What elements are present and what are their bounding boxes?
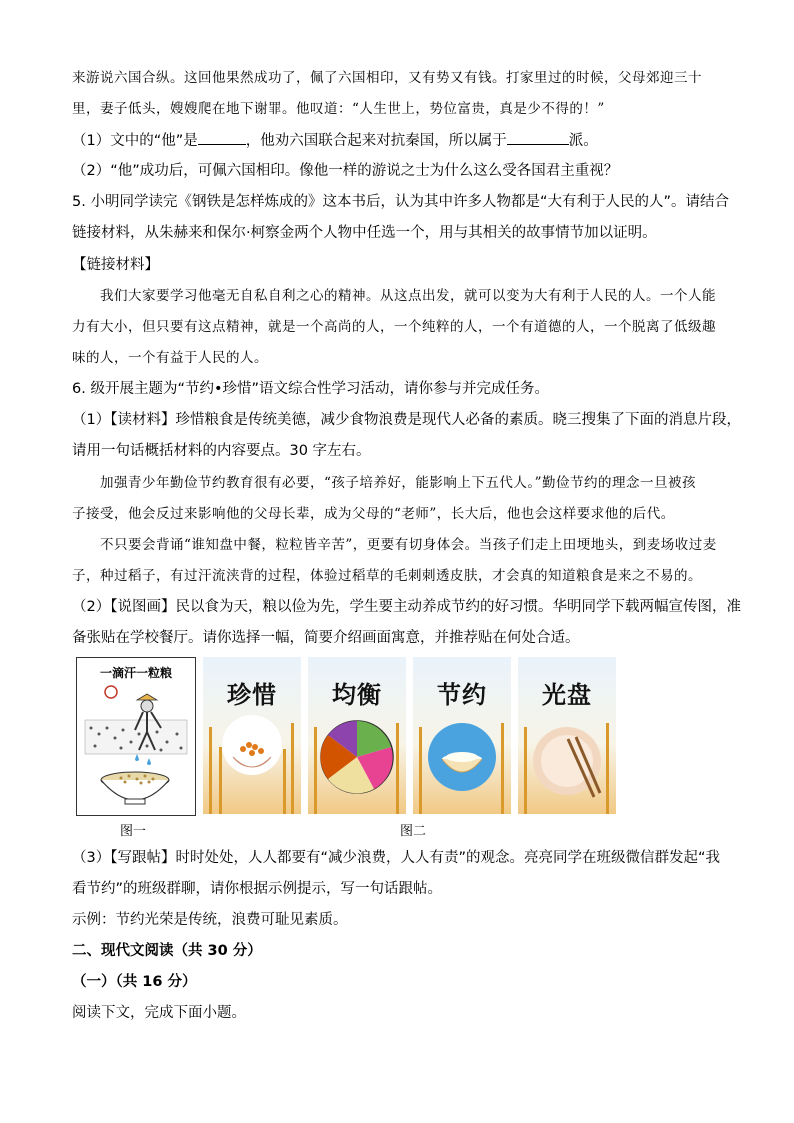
task-3-line-2: 看节约”的班级群聊，请你根据示例提示，写一句话跟帖。 [72, 881, 443, 897]
figure-2-panel-clean-plate [518, 657, 616, 814]
example-text: 示例：节约光荣是传统，浪费可耻见素质。 [72, 912, 348, 928]
task-3-line-1: （3）【写跟帖】时时处处，人人都要有“减少浪费，人人有责”的观念。亮亮同学在班级微信群发起“我 [72, 850, 721, 866]
question-4-1-prefix: （1）文中的“他”是 [72, 133, 198, 149]
figure-1-caption: 图一 [120, 824, 147, 839]
question-6: 6. 级开展主题为“节约•珍惜”语文综合性学习活动，请你参与并完成任务。 [72, 381, 550, 397]
figure-1-poster [76, 657, 196, 816]
panel-title-balance: 均衡 [332, 680, 382, 709]
figure-2-caption: 图二 [400, 824, 427, 839]
passage-line-2: 里，妻子低头，嫂嫂爬在地下谢罪。他叹道：“人生世上，势位富贵，真是少不得的！” [72, 101, 605, 117]
material-line-4: 子，种过稻子，有过汗流浃背的过程，体验过稻草的毛刺刺透皮肤，才会真的知道粮食是来之不易的。 [72, 568, 702, 584]
panel-title-save: 节约 [437, 680, 487, 709]
figure-1-title: 一滴汗一粒粮 [99, 666, 172, 680]
figure-2-panel-save [413, 657, 511, 814]
task-1-line-2: 请用一句话概括材料的内容要点。30 字左右。 [72, 443, 371, 459]
subsection-1-heading: （一）（共 16 分） [72, 974, 197, 990]
question-4-2: （2）“他”成功后，可佩六国相印。像他一样的游说之士为什么这么受各国君主重视？ [72, 163, 619, 179]
question-5-line-1: 5. 小明同学读完《钢铁是怎样炼成的》这本书后，认为其中许多人物都是“大有利于人民的人”。请结合 [72, 194, 729, 210]
question-4-1-suffix: 派。 [568, 133, 598, 149]
question-4-1 [72, 130, 734, 151]
section-2-heading: 二、现代文阅读（共 30 分） [72, 943, 262, 959]
answer-blank-2[interactable] [507, 130, 569, 145]
reading-instruction: 阅读下文，完成下面小题。 [72, 1005, 246, 1021]
material-line-1: 加强青少年勤俭节约教育很有必要，“孩子培养好，能影响上下五代人。”勤俭节约的理念一旦被孩 [100, 475, 697, 491]
farmer-illustration [77, 658, 195, 815]
passage-line-1: 来游说六国合纵。这回他果然成功了，佩了六国相印，又有势又有钱。打家里过的时候，父母郊迎三十 [72, 70, 702, 86]
link-material-line-1: 我们大家要学习他毫无自私自利之心的精神。从这点出发，就可以变为大有利于人民的人。一个人能 [100, 288, 716, 304]
rice-bowl-illustration [413, 657, 511, 814]
task-1-line-1: （1）【读材料】珍惜粮食是传统美德，减少食物浪费是现代人必备的素质。晓三搜集了下面的消息片段， [72, 412, 741, 428]
link-material-line-3: 味的人，一个有益于人民的人。 [72, 350, 268, 366]
panel-title-clean-plate: 光盘 [542, 680, 592, 709]
link-material-line-2: 力有大小，但只要有这点精神，就是一个高尚的人，一个纯粹的人，一个有道德的人，一个脱离了低级趣 [72, 319, 716, 335]
hands-grain-illustration [203, 657, 301, 814]
panel-title-cherish: 珍惜 [227, 680, 277, 709]
material-line-3: 不只要会背诵“谁知盘中餐，粒粒皆辛苦”，更要有切身体会。当孩子们走上田埂地头，到麦场收过麦 [100, 537, 717, 553]
task-2-line-1: （2）【说图画】民以食为天，粮以俭为先，学生要主动养成节约的好习惯。华明同学下载两幅宣传图，准 [72, 599, 741, 615]
task-2-line-2: 备张贴在学校餐厅。请你选择一幅，简要介绍画面寓意，并推荐贴在何处合适。 [72, 630, 580, 646]
figure-2-panel-cherish [203, 657, 301, 814]
figure-2-panel-balance [308, 657, 406, 814]
empty-plate-illustration [518, 657, 616, 814]
link-material-title: 【链接材料】 [72, 257, 159, 273]
balanced-plate-illustration [308, 657, 406, 814]
answer-blank-1[interactable] [198, 130, 246, 145]
question-5-line-2: 链接材料，从朱赫来和保尔·柯察金两个人物中任选一个，用与其相关的故事情节加以证明。 [72, 225, 657, 241]
question-4-1-middle: ，他劝六国联合起来对抗秦国，所以属于 [245, 133, 507, 149]
material-line-2: 子接受，他会反过来影响他的父母长辈，成为父母的“老师”，长大后，他也会这样要求他的后代。 [72, 506, 675, 522]
